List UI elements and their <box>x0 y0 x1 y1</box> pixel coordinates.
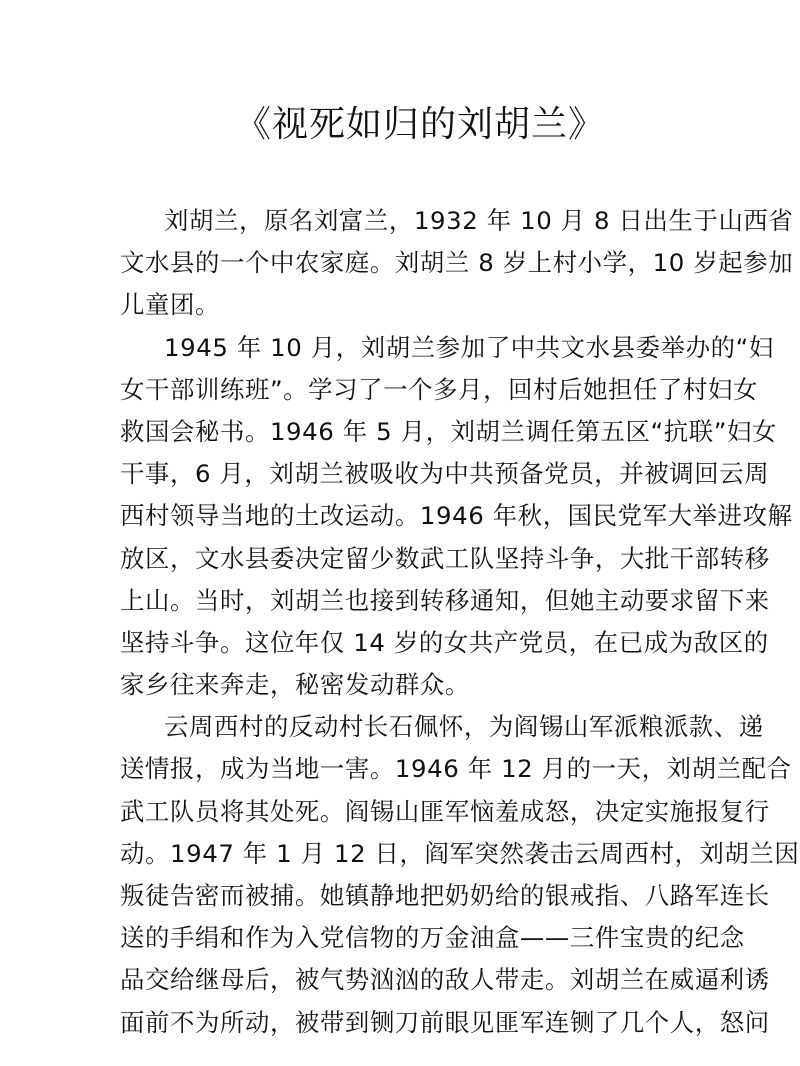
text-line: 品交给继母后，被气势汹汹的敌人带走。刘胡兰在威逼利诱 <box>120 965 770 995</box>
text-line: 女干部训练班”。学习了一个多月，回村后她担任了村妇女 <box>120 374 759 404</box>
text-line: 文水县的一个中农家庭。刘胡兰 8 岁上村小学，10 岁起参加 <box>120 248 794 278</box>
text-line: 刘胡兰，原名刘富兰，1932 年 10 月 8 日出生于山西省 <box>164 206 794 235</box>
text-line: 救国会秘书。1946 年 5 月，刘胡兰调任第五区“抗联”妇女 <box>120 416 777 446</box>
text-line: 武工队员将其处死。阎锡山匪军恼羞成怒，决定实施报复行 <box>120 796 770 826</box>
text-line: 西村领导当地的土改运动。1946 年秋，国民党军大举进攻解 <box>120 501 793 531</box>
text-line: 家乡往来奔走，秘密发动群众。 <box>120 670 470 700</box>
document-title: 《视死如归的刘胡兰》 <box>234 104 605 145</box>
text-line: 放区，文水县委决定留少数武工队坚持斗争，大批干部转移 <box>120 543 770 573</box>
text-line: 干事，6 月，刘胡兰被吸收为中共预备党员，并被调回云周 <box>120 459 770 489</box>
text-line: 上山。当时，刘胡兰也接到转移通知，但她主动要求留下来 <box>120 585 770 615</box>
text-line: 儿童团。 <box>120 290 220 320</box>
text-line: 送的手绢和作为入党信物的万金油盒——三件宝贵的纪念 <box>120 923 745 953</box>
text-line: 叛徒告密而被捕。她镇静地把奶奶给的银戒指、八路军连长 <box>120 881 770 910</box>
text-line: 坚持斗争。这位年仅 14 岁的女共产党员，在已成为敌区的 <box>120 627 769 657</box>
text-line: 云周西村的反动村长石佩怀，为阎锡山军派粮派款、递 <box>164 712 764 742</box>
document-body <box>120 200 800 1044</box>
text-line: 动。1947 年 1 月 12 日，阎军突然袭击云周西村，刘胡兰因 <box>120 838 800 868</box>
text-line: 面前不为所动，被带到铡刀前眼见匪军连铡了几个人，怒问 <box>120 1007 770 1037</box>
text-line: 1945 年 10 月，刘胡兰参加了中共文水县委举办的“妇 <box>164 332 774 362</box>
text-line: 送情报，成为当地一害。1946 年 12 月的一天，刘胡兰配合 <box>120 754 792 784</box>
